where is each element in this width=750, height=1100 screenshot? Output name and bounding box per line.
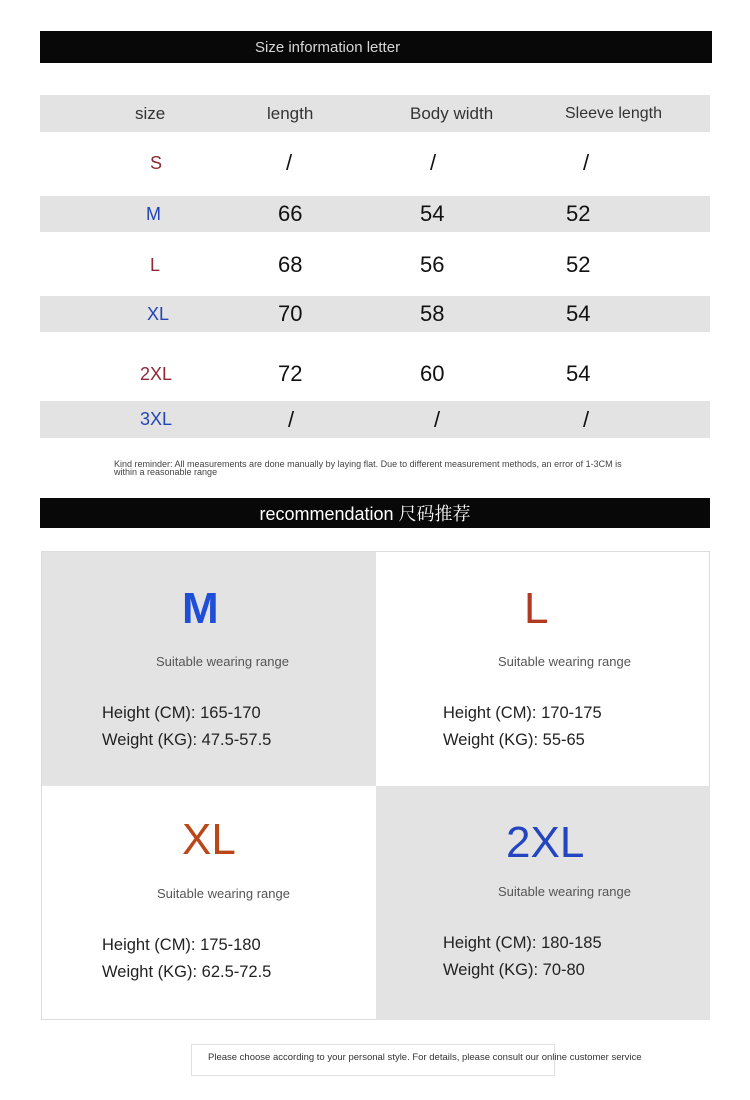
size-label: L (150, 254, 161, 275)
width-value: / (430, 150, 437, 175)
length-value: / (288, 406, 295, 432)
header-size: size (135, 103, 166, 123)
width-value: / (434, 406, 441, 432)
card-size: L (524, 584, 549, 633)
card-range-label: Suitable wearing range (498, 654, 631, 669)
table-row (40, 296, 710, 332)
sleeve-value: 52 (566, 252, 591, 277)
size-table-header (40, 95, 710, 132)
card-weight: Weight (KG): 47.5-57.5 (102, 731, 272, 749)
footer-note: Please choose according to your personal style. For details, please consult our online customer service (208, 1052, 642, 1063)
header-length: length (267, 103, 314, 123)
table-row (40, 356, 710, 392)
recommend-card-2xl (376, 786, 710, 1020)
length-value: 70 (278, 301, 303, 326)
recommendation-title: recommendation 尺码推荐 (259, 504, 471, 524)
table-row (40, 247, 710, 283)
table-row (40, 146, 710, 180)
card-height: Height (CM): 180-185 (443, 934, 602, 952)
width-value: 54 (420, 201, 445, 226)
size-label: M (146, 203, 161, 224)
card-weight: Weight (KG): 55-65 (443, 731, 585, 749)
note-line-1: Kind reminder: All measurements are done manually by laying flat. Due to different measurement methods, an error of 1-3CM is (114, 459, 622, 469)
card-range-label: Suitable wearing range (156, 654, 289, 669)
note-line-2: within a reasonable range (114, 467, 218, 477)
table-row (40, 196, 710, 232)
card-size: XL (182, 815, 236, 864)
card-size: 2XL (506, 818, 585, 867)
width-value: 60 (420, 361, 445, 386)
length-value: 66 (278, 201, 303, 226)
sleeve-value: / (583, 150, 590, 175)
card-range-label: Suitable wearing range (157, 886, 290, 901)
length-value: / (286, 150, 293, 175)
measurement-note (114, 460, 744, 476)
size-label: S (150, 152, 163, 173)
length-value: 72 (278, 361, 303, 386)
card-height: Height (CM): 175-180 (102, 936, 261, 954)
width-value: 58 (420, 301, 445, 326)
size-label: 3XL (140, 409, 173, 429)
sleeve-value: 54 (566, 301, 591, 326)
length-value: 68 (278, 252, 303, 277)
footer-note-box (191, 1044, 642, 1076)
recommendation-grid (41, 551, 710, 1020)
size-info-title: Size information letter (255, 38, 401, 56)
table-row (40, 401, 710, 438)
recommend-card-xl (42, 786, 376, 1020)
card-weight: Weight (KG): 62.5-72.5 (102, 963, 272, 981)
card-size: M (182, 584, 219, 633)
header-sleeve-length: Sleeve length (565, 104, 662, 122)
size-info-title-bar (40, 31, 712, 63)
card-height: Height (CM): 165-170 (102, 704, 261, 722)
width-value: 56 (420, 252, 445, 277)
recommendation-title-bar (40, 498, 710, 528)
recommend-card-m (42, 552, 376, 786)
size-label: XL (147, 303, 170, 324)
size-label: 2XL (140, 363, 173, 384)
card-weight: Weight (KG): 70-80 (443, 961, 585, 979)
card-range-label: Suitable wearing range (498, 884, 631, 899)
sleeve-value: / (583, 406, 590, 432)
sleeve-value: 54 (566, 361, 591, 386)
card-height: Height (CM): 170-175 (443, 704, 602, 722)
sleeve-value: 52 (566, 201, 591, 226)
recommend-card-l (376, 552, 710, 786)
header-body-width: Body width (410, 103, 494, 123)
